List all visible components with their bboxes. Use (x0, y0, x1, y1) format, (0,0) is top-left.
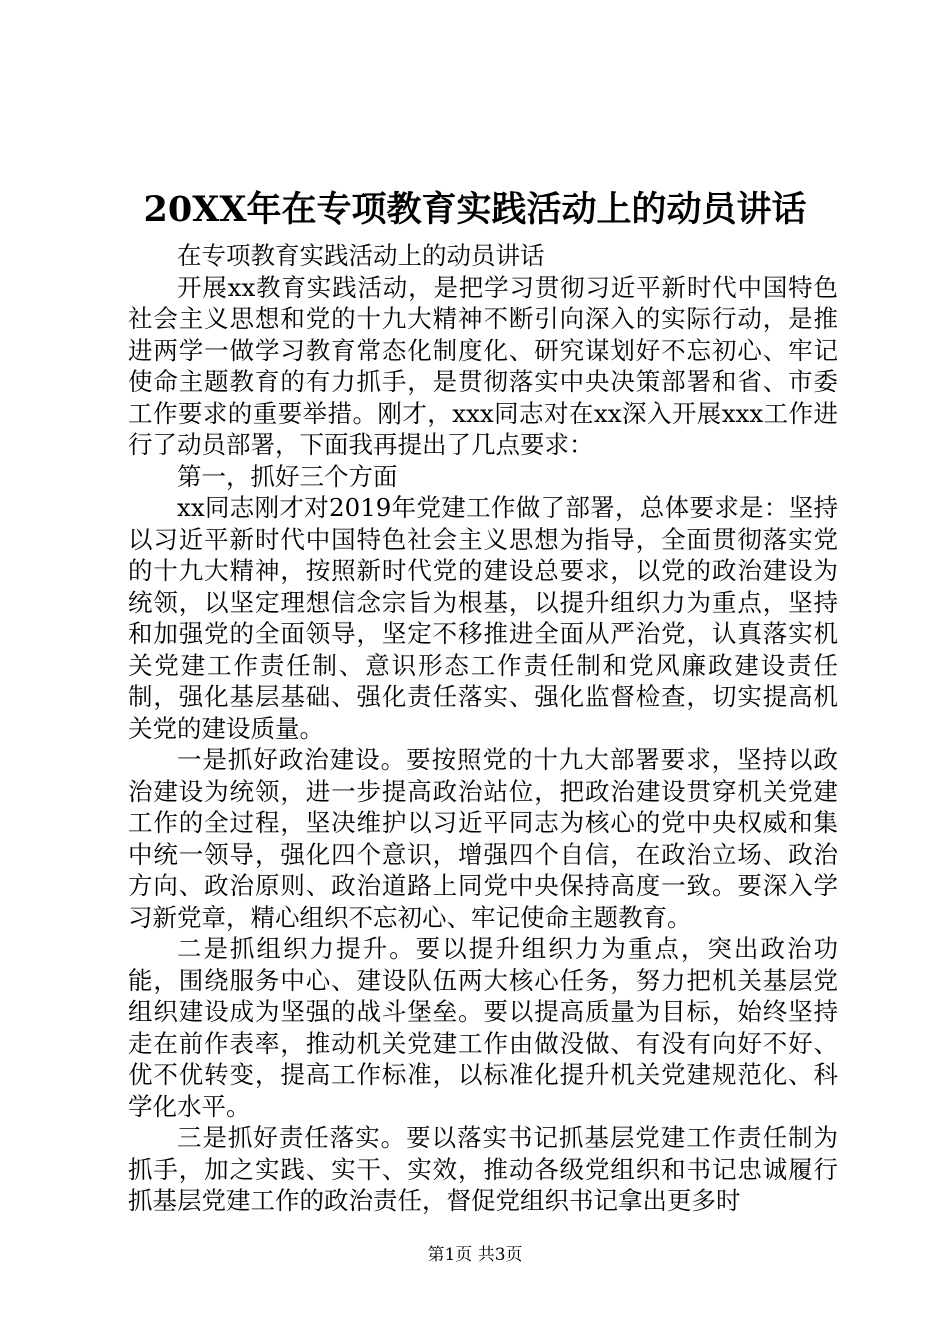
paragraph-political-building: 一是抓好政治建设。要按照党的十九大部署要求，坚持以政治建设为统领，进一步提高政治站位，把政治建设贯穿机关党建工作的全过程，坚决维护以习近平同志为核心的党中央权威和集中统一领导，强化四个意识，增强四个自信，在政治立场、政治方向、政治原则、政治道路上同党中央保持高度一致。要深入学习新党章，精心组织不忘初心、牢记使命主题教育。 (128, 745, 838, 932)
paragraph-intro: 开展xx教育实践活动，是把学习贯彻习近平新时代中国特色社会主义思想和党的十九大精神不断引向深入的实际行动，是推进两学一做学习教育常态化制度化、研究谋划好不忘初心、牢记使命主题教育的有力抓手，是贯彻落实中央决策部署和省、市委工作要求的重要举措。刚才，xxx同志对在xx深入开展xxx工作进行了动员部署，下面我再提出了几点要求： (128, 272, 838, 459)
paragraph-subtitle: 在专项教育实践活动上的动员讲话 (177, 241, 545, 270)
document-title: 20XX年在专项教育实践活动上的动员讲话 (143, 189, 807, 230)
paragraph-organization: 二是抓组织力提升。要以提升组织力为重点，突出政治功能，围绕服务中心、建设队伍两大核心任务，努力把机关基层党组织建设成为坚强的战斗堡垒。要以提高质量为目标，始终坚持走在前作表率，推动机关党建工作由做没做、有没有向好不好、优不优转变，提高工作标准，以标准化提升机关党建规范化、科学化水平。 (128, 934, 838, 1121)
paragraph-section-heading: 第一，抓好三个方面 (177, 461, 398, 491)
page-indicator: 第1页 共3页 (427, 1245, 523, 1265)
document-body (128, 240, 838, 1217)
paragraph-responsibility: 三是抓好责任落实。要以落实书记抓基层党建工作责任制为抓手，加之实践、实干、实效，推动各级党组织和书记忠诚履行抓基层党建工作的政治责任，督促党组织书记拿出更多时 (128, 1123, 838, 1215)
paragraph-general-requirements: xx同志刚才对2019年党建工作做了部署，总体要求是：坚持以习近平新时代中国特色社会主义思想为指导，全面贯彻落实党的十九大精神，按照新时代党的建设总要求，以党的政治建设为统领，以坚定理想信念宗旨为根基，以提升组织力为重点，坚持和加强党的全面领导，坚定不移推进全面从严治党，认真落实机关党建工作责任制、意识形态工作责任制和党风廉政建设责任制，强化基层基础、强化责任落实、强化监督检查，切实提高机关党的建设质量。 (128, 493, 838, 743)
